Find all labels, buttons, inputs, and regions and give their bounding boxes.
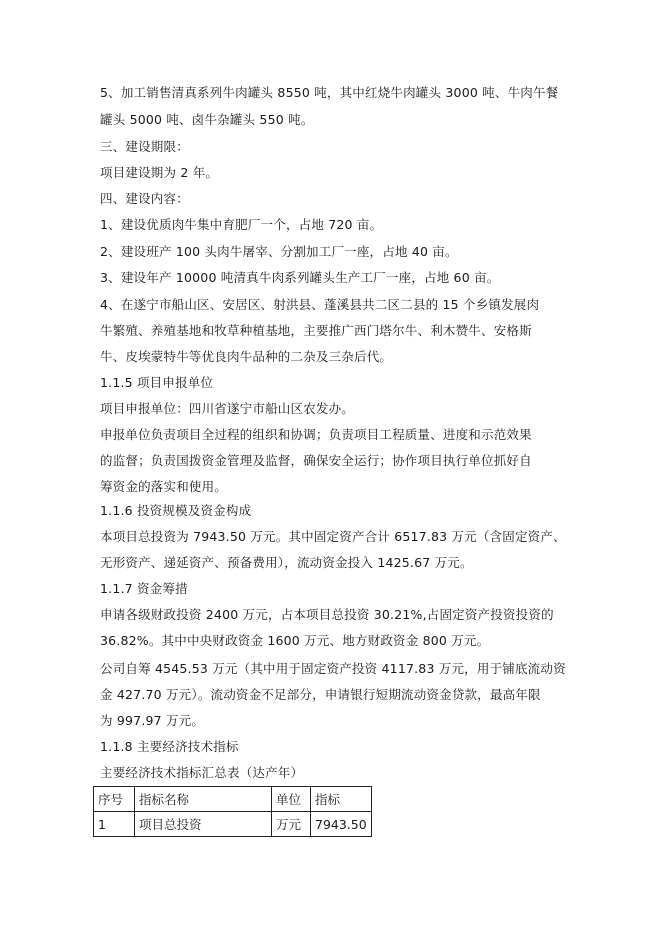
paragraph-line: 2、建设班产 100 头肉牛屠宰、分割加工厂一座，占地 40 亩。 <box>100 244 458 259</box>
table-header-cell: 指标 <box>311 787 372 812</box>
section-heading: 1.1.8 主要经济技术指标 <box>100 739 239 754</box>
table-header-row <box>94 787 372 812</box>
paragraph-line: 牛繁殖、养殖基地和牧草种植基地，主要推广西门塔尔牛、利木赞牛、安格斯 <box>100 323 532 338</box>
table-cell: 1 <box>94 812 135 837</box>
table-header-cell: 指标名称 <box>135 787 272 812</box>
paragraph-line: 牛、皮埃蒙特牛等优良肉牛品种的二杂及三杂后代。 <box>100 349 393 364</box>
table-cell: 7943.50 <box>311 812 372 837</box>
paragraph-line: 本项目总投资为 7943.50 万元。其中固定资产合计 6517.83 万元（含固定资产、 <box>100 529 566 544</box>
paragraph-line: 金 427.70 万元）。流动资金不足部分，申请银行短期流动资金贷款，最高年限 <box>100 687 541 702</box>
section-heading: 1.1.5 项目申报单位 <box>100 375 214 390</box>
table-cell: 万元 <box>272 812 311 837</box>
section-heading: 三、建设期限： <box>100 139 189 154</box>
paragraph-line: 申请各级财政投资 2400 万元，占本项目总投资 30.21%,占固定资产投资投资的 <box>100 607 554 622</box>
section-heading: 1.1.6 投资规模及资金构成 <box>100 503 252 518</box>
table-row <box>94 812 372 837</box>
table-cell: 项目总投资 <box>135 812 272 837</box>
paragraph-line: 36.82%。其中中央财政资金 1600 万元、地方财政资金 800 万元。 <box>100 633 490 648</box>
table-header-cell: 单位 <box>272 787 311 812</box>
paragraph-line: 1、建设优质肉牛集中育肥厂一个，占地 720 亩。 <box>100 217 383 232</box>
section-heading: 四、建设内容： <box>100 191 189 206</box>
paragraph-line: 筹资金的落实和使用。 <box>100 479 228 494</box>
indicator-table <box>93 786 372 837</box>
section-heading: 1.1.7 资金筹措 <box>100 581 188 596</box>
paragraph-line: 申报单位负责项目全过程的组织和协调；负责项目工程质量、进度和示范效果 <box>100 427 532 442</box>
paragraph-line: 项目建设期为 2 年。 <box>100 165 219 180</box>
paragraph-line: 4、在遂宁市船山区、安居区、射洪县、蓬溪县共二区二县的 15 个乡镇发展肉 <box>100 297 540 312</box>
paragraph-line: 项目申报单位：四川省遂宁市船山区农发办。 <box>100 401 355 416</box>
table-header-cell: 序号 <box>94 787 135 812</box>
paragraph-line: 公司自筹 4545.53 万元（其中用于固定资产投资 4117.83 万元，用于铺底流动资 <box>100 661 566 676</box>
paragraph-line: 5、加工销售清真系列牛肉罐头 8550 吨，其中红烧牛肉罐头 3000 吨、牛肉午餐 <box>100 85 559 100</box>
paragraph-line: 罐头 5000 吨、卤牛杂罐头 550 吨。 <box>100 112 314 127</box>
table-caption: 主要经济技术指标汇总表（达产年） <box>100 765 304 780</box>
paragraph-line: 为 997.97 万元。 <box>100 713 205 728</box>
paragraph-line: 3、建设年产 10000 吨清真牛肉系列罐头生产工厂一座，占地 60 亩。 <box>100 270 500 285</box>
paragraph-line: 的监督；负责国拨资金管理及监督，确保安全运行；协作项目执行单位抓好自 <box>100 453 532 468</box>
paragraph-line: 无形资产、递延资产、预备费用），流动资金投入 1425.67 万元。 <box>100 555 473 570</box>
